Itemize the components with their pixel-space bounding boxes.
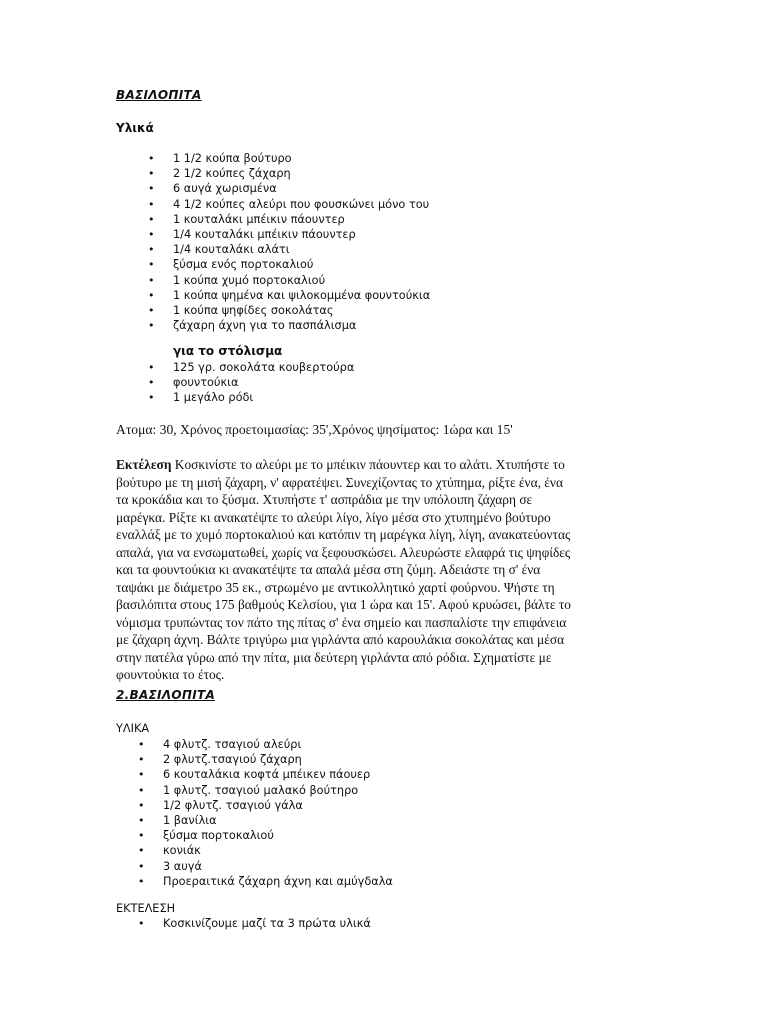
bullet-icon: • — [148, 227, 155, 241]
ingredients-list — [148, 151, 431, 333]
list-item: • 1 μεγάλο ρόδι — [148, 391, 254, 405]
bullet-icon: • — [148, 391, 155, 405]
list-item: • φουντούκια — [148, 376, 239, 390]
bullet-icon: • — [148, 319, 155, 333]
list-item: • Κοσκινίζουμε μαζί τα 3 πρώτα υλικά — [138, 917, 371, 930]
list-item: • 1/4 κουταλάκι αλάτι — [148, 243, 290, 257]
bullet-icon: • — [138, 783, 145, 797]
list-item: • 6 κουταλάκια κοφτά μπέικεν πάουερ — [138, 768, 371, 782]
bullet-icon: • — [138, 844, 145, 858]
bullet-icon: • — [148, 152, 155, 165]
servings-and-times: Ατομα: 30, Χρόνος προετοιμασίας: 35',Χρόνος ψησίματος: 1ώρα και 15' — [116, 422, 513, 437]
bullet-icon: • — [148, 288, 155, 302]
list-item: • 1 κουταλάκι μπέικιν πάουντερ — [148, 212, 345, 226]
bullet-icon: • — [148, 376, 155, 390]
bullet-icon: • — [138, 768, 145, 782]
list-item: • 1 κούπα ψηφίδες σοκολάτας — [148, 303, 334, 317]
bullet-icon: • — [138, 859, 145, 873]
ingredients-heading: Υλικά — [116, 121, 154, 135]
list-item: • 2 φλυτζ.τσαγιού ζάχαρη — [138, 753, 302, 767]
list-item: • 3 αυγά — [138, 859, 202, 873]
recipe-title: ΒΑΣΙΛΟΠΙΤΑ — [116, 88, 202, 102]
list-item: • 1 1/2 κούπα βούτυρο — [148, 152, 292, 165]
list-item: • 1/4 κουταλάκι μπέικιν πάουντερ — [148, 227, 356, 241]
list-item: • ξύσμα ενός πορτοκαλιού — [148, 258, 314, 272]
list-item: • 1 κούπα χυμό πορτοκαλιού — [148, 273, 326, 287]
bullet-icon: • — [148, 361, 155, 374]
recipe-2-ingredients-list — [138, 737, 393, 889]
decoration-list — [148, 360, 355, 406]
bullet-icon: • — [148, 167, 155, 181]
recipe-2-method-list — [138, 916, 371, 931]
list-item: • 2 1/2 κούπες ζάχαρη — [148, 167, 291, 181]
recipe-2-title: 2.ΒΑΣΙΛΟΠΙΤΑ — [116, 688, 216, 702]
list-item: • 4 φλυτζ. τσαγιού αλεύρι — [138, 738, 302, 751]
list-item: • κονιάκ — [138, 844, 201, 858]
method-paragraph: Εκτέλεση Κοσκινίστε το αλεύρι με το μπέικιν πάουντερ και το αλάτι. Χτυπήστε το βούτυρο με τη μισή ζάχαρη, ν' αφρατέψει. Συνεχίζοντας το χτύπημα, ρίξτε ένα, ένα τα κροκάδια και το ξύσμα. Χτυπήστε τ' ασπράδια με την υπόλοιπη ζάχαρη σε μαρέγκα. Ρίξτε κι ανακατέψτε το αλεύρι λίγο, λίγο μέσα στο χτυπημένο βούτυρο εναλλάξ με το χυμό πορτοκαλιού και κατόπιν τη μαρέγκα λίγη, λίγη, ανακατεύοντας απαλά, για να ενσωματωθεί, χωρίς να ξεφουσκώσει. Αλευρώστε ελαφρά τις ψηφίδες και τα φουντούκια κι ανακατέψτε τα απαλά μέσα στη ζύμη. Αδειάστε τη σ' ένα ταψάκι με διάμετρο 35 εκ., στρωμένο με αντικολλητικό χαρτί φούρνου. Ψήστε τη βασιλόπιτα στους 175 βαθμούς Κελσίου, για 1 ώρα και 15'. Αφού κρυώσει, βάλτε το νόμισμα τρυπώντας τον πάτο της πίτας σ' ένα σημείο και πασπαλίστε την επιφάνεια με ζάχαρη άχνη. Βάλτε τριγύρω μια γιρλάντα από καρουλάκια σοκολάτας και μέσα στην πατέλα γύρω από την πίτα, μια δεύτερη γιρλάντα από ρόδια. Σχηματίστε με φουντούκια το έτος. — [116, 457, 571, 682]
bullet-icon: • — [148, 212, 155, 226]
list-item: • 1/2 φλυτζ. τσαγιού γάλα — [138, 798, 303, 812]
recipe-2-ingredients-heading: ΥΛΙΚΑ — [116, 722, 150, 735]
list-item: • 4 1/2 κούπες αλεύρι που φουσκώνει μόνο του — [148, 197, 430, 211]
method-label: Εκτέλεση — [116, 457, 172, 472]
bullet-icon: • — [148, 243, 155, 257]
list-item: • Προεραιτικά ζάχαρη άχνη και αμύγδαλα — [138, 874, 393, 888]
list-item: • ζάχαρη άχνη για το πασπάλισμα — [148, 319, 357, 333]
bullet-icon: • — [148, 197, 155, 211]
bullet-icon: • — [138, 738, 145, 751]
bullet-icon: • — [148, 303, 155, 317]
list-item: • 1 κούπα ψημένα και ψιλοκομμένα φουντούκια — [148, 288, 431, 302]
bullet-icon: • — [138, 917, 145, 930]
recipe-2-method-heading: ΕΚΤΕΛΕΣΗ — [116, 902, 176, 915]
bullet-icon: • — [138, 874, 145, 888]
bullet-icon: • — [138, 829, 145, 843]
bullet-icon: • — [138, 798, 145, 812]
bullet-icon: • — [148, 273, 155, 287]
decoration-heading: για το στόλισμα — [173, 344, 283, 358]
list-item: • 1 βανίλια — [138, 813, 217, 827]
bullet-icon: • — [148, 258, 155, 272]
bullet-icon: • — [138, 753, 145, 767]
list-item: • 6 αυγά χωρισμένα — [148, 182, 277, 196]
list-item: • 125 γρ. σοκολάτα κουβερτούρα — [148, 361, 355, 374]
bullet-icon: • — [138, 813, 145, 827]
bullet-icon: • — [148, 182, 155, 196]
list-item: • 1 φλυτζ. τσαγιού μαλακό βούτηρο — [138, 783, 359, 797]
list-item: • ξύσμα πορτοκαλιού — [138, 829, 274, 843]
